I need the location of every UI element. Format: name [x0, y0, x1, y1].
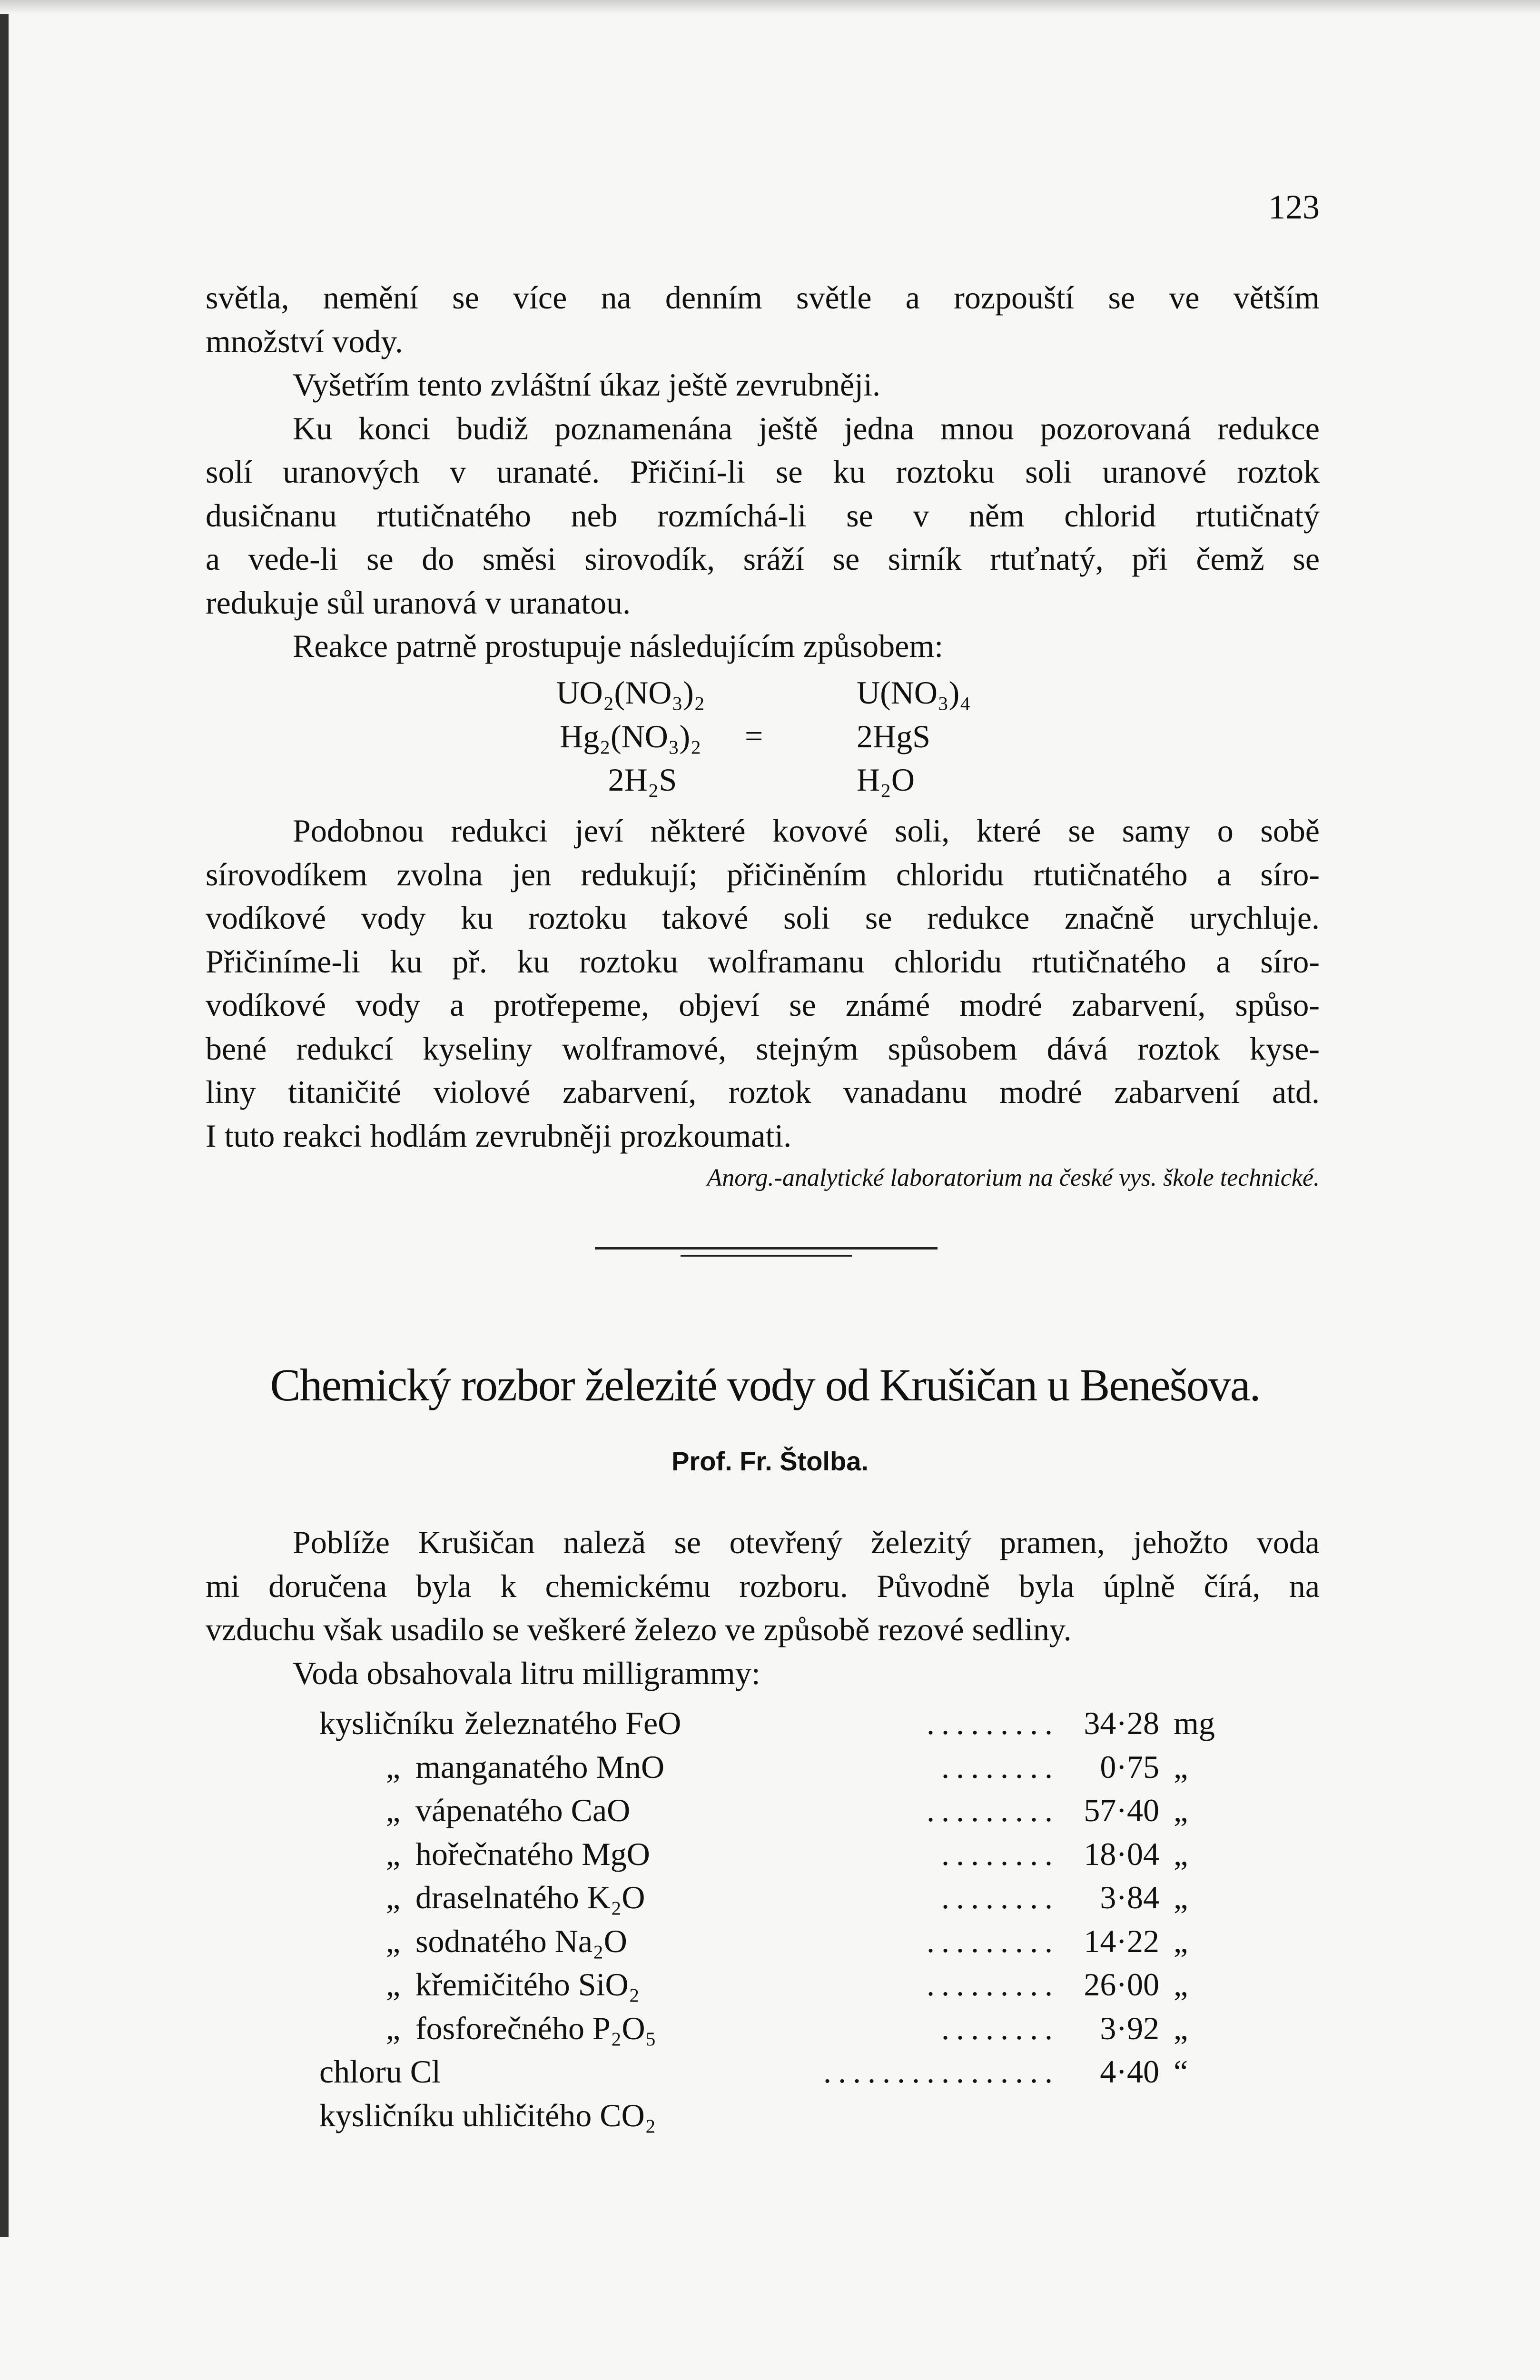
table-row — [319, 1789, 1219, 1833]
ditto-mark: „ — [386, 1923, 401, 1959]
table-row — [319, 1702, 1219, 1745]
leader-dots: ......... — [927, 1966, 1059, 2003]
row-unit: „ — [1174, 1835, 1188, 1872]
formula-term: UO₂(NO₃)₂ — [556, 674, 705, 711]
row-unit: „ — [1174, 2010, 1188, 2046]
text-line: množství vody. — [206, 323, 403, 359]
ditto-mark: „ — [386, 1966, 401, 2003]
leader-dots: ........ — [941, 1879, 1059, 1915]
table-row — [319, 1963, 1219, 2007]
compound-name: křemičitého SiO₂ — [415, 1966, 640, 2003]
leader-dots: ........ — [941, 2010, 1059, 2046]
ditto-mark: „ — [386, 1835, 401, 1872]
row-value: 14·22 — [1084, 1923, 1159, 1959]
attribution: Anorg.-analytické laboratorium na české vys. škole technické. — [707, 1164, 1320, 1191]
table-row — [319, 2050, 1219, 2094]
row-value: 18·04 — [1084, 1835, 1159, 1872]
compound-name: hořečnatého MgO — [415, 1835, 650, 1872]
article-paragraph — [206, 1521, 1320, 1695]
text-line: dusičnanu rtutičnatého neb rozmíchá-li se v něm chlorid rtutičnatý — [206, 497, 1320, 534]
row-unit: “ — [1174, 2053, 1188, 2090]
text-line: I tuto reakci hodlám zevrubněji prozkoumati. — [206, 1117, 792, 1154]
formula-term: 2H₂S — [608, 762, 677, 798]
text-line: Reakce patrně prostupuje následujícím způsobem: — [293, 628, 944, 664]
row-value: 3·92 — [1100, 2010, 1159, 2046]
paragraph-1 — [206, 276, 1320, 668]
table-row — [319, 1876, 1219, 1920]
text-line: vodíkové vody a protřepeme, objeví se známé modré zabarvení, spůso- — [206, 987, 1320, 1023]
table-row — [319, 2094, 1219, 2138]
text-line: liny titaničité violové zabarvení, roztok vanadanu modré zabarvení atd. — [206, 1074, 1320, 1110]
row-value: 0·75 — [1100, 1748, 1159, 1785]
ditto-mark: „ — [386, 2010, 401, 2046]
row-value: 57·40 — [1084, 1792, 1159, 1828]
formula-term: 2HgS — [857, 718, 930, 754]
row-unit: „ — [1174, 1923, 1188, 1959]
row-value: 26·00 — [1084, 1966, 1159, 2003]
row-unit: „ — [1174, 1966, 1188, 2003]
text-line: sírovodíkem zvolna jen redukují; přičiněním chloridu rtutičnatého a síro- — [206, 856, 1320, 892]
leader-dots: ........ — [941, 1835, 1059, 1872]
text-line: Přičiníme-li ku př. ku roztoku wolframanu chloridu rtutičnatého a síro- — [206, 943, 1320, 980]
table-row — [319, 1920, 1219, 1964]
row-label: kysličníku — [319, 1705, 454, 1741]
text-line: mi doručena byla k chemickému rozboru. Původně byla úplně čírá, na — [206, 1567, 1320, 1604]
row-value: 3·84 — [1100, 1879, 1159, 1915]
formula-left — [531, 671, 731, 802]
scan-top-edge — [0, 0, 1540, 14]
formula-term: H₂O — [857, 762, 915, 798]
text-line: solí uranových v uranaté. Přičiní-li se ku roztoku soli uranové roztok — [206, 454, 1320, 490]
leader-dots: ......... — [927, 1923, 1059, 1959]
text-line: bené redukcí kyseliny wolframové, stejným spůsobem dává roztok kyse- — [206, 1030, 1320, 1067]
row-value: 34·28 — [1084, 1705, 1159, 1741]
compound-name: draselnatého K₂O — [415, 1879, 645, 1915]
ditto-mark: „ — [386, 1879, 401, 1915]
formula-right — [857, 671, 971, 802]
page-number: 123 — [1268, 188, 1320, 226]
text-line: a vede-li se do směsi sirovodík, sráží se sirník rtuťnatý, při čemž se — [206, 541, 1320, 577]
text-line: Podobnou redukci jeví některé kovové soli, které se samy o sobě — [293, 813, 1320, 849]
separator-rule — [681, 1255, 852, 1257]
row-unit: „ — [1174, 1879, 1188, 1915]
row-unit: „ — [1174, 1792, 1188, 1828]
article-author: Prof. Fr. Štolba. — [671, 1446, 869, 1476]
row-value: 4·40 — [1100, 2053, 1159, 2090]
compound-name: manganatého MnO — [415, 1748, 665, 1785]
text-line: Ku konci budiž poznamenána ještě jedna mnou pozorovaná redukce — [293, 410, 1320, 446]
row-label: kysličníku uhličitého CO₂ — [319, 2097, 656, 2133]
formula-equals: = — [745, 718, 763, 754]
row-unit: „ — [1174, 1748, 1188, 1785]
text-line: světla, nemění se více na denním světle a rozpouští se ve větším — [206, 279, 1320, 316]
text-line: vzduchu však usadilo se veškeré železo ve způsobě rezové sedliny. — [206, 1611, 1072, 1647]
formula-term: U(NO₃)₄ — [857, 674, 971, 711]
text-line: Voda obsahovala litru milligrammy: — [293, 1655, 760, 1691]
table-row — [319, 1745, 1219, 1789]
text-line: Vyšetřím tento zvláštní úkaz ještě zevrubněji. — [293, 367, 880, 403]
compound-name: vápenatého CaO — [415, 1792, 631, 1828]
formula-term: Hg₂(NO₃)₂ — [560, 718, 701, 754]
compound-name: sodnatého Na₂O — [415, 1923, 627, 1959]
table-row — [319, 2007, 1219, 2051]
compound-name: fosforečného P₂O₅ — [415, 2010, 657, 2046]
article-title: Chemický rozbor železité vody od Krušičan u Benešova. — [270, 1359, 1260, 1410]
ditto-mark: „ — [386, 1792, 401, 1828]
text-line: vodíkové vody ku roztoku takové soli se redukce značně urychluje. — [206, 900, 1320, 936]
separator-rule — [595, 1247, 938, 1250]
row-unit: mg — [1174, 1705, 1215, 1741]
leader-dots: ................ — [823, 2053, 1059, 2090]
table-row — [319, 1833, 1219, 1876]
text-line: redukuje sůl uranová v uranatou. — [206, 584, 631, 621]
leader-dots: ........ — [941, 1748, 1059, 1785]
text-line: Poblíže Krušičan naleză se otevřený železitý pramen, jehožto voda — [293, 1524, 1320, 1560]
leader-dots: ......... — [927, 1705, 1059, 1741]
leader-dots: ......... — [927, 1792, 1059, 1828]
paragraph-5 — [206, 809, 1320, 1158]
compound-name: železnatého FeO — [464, 1705, 681, 1741]
scan-edge — [0, 0, 9, 2237]
row-label: chloru Cl — [319, 2053, 441, 2090]
ditto-mark: „ — [386, 1748, 401, 1785]
